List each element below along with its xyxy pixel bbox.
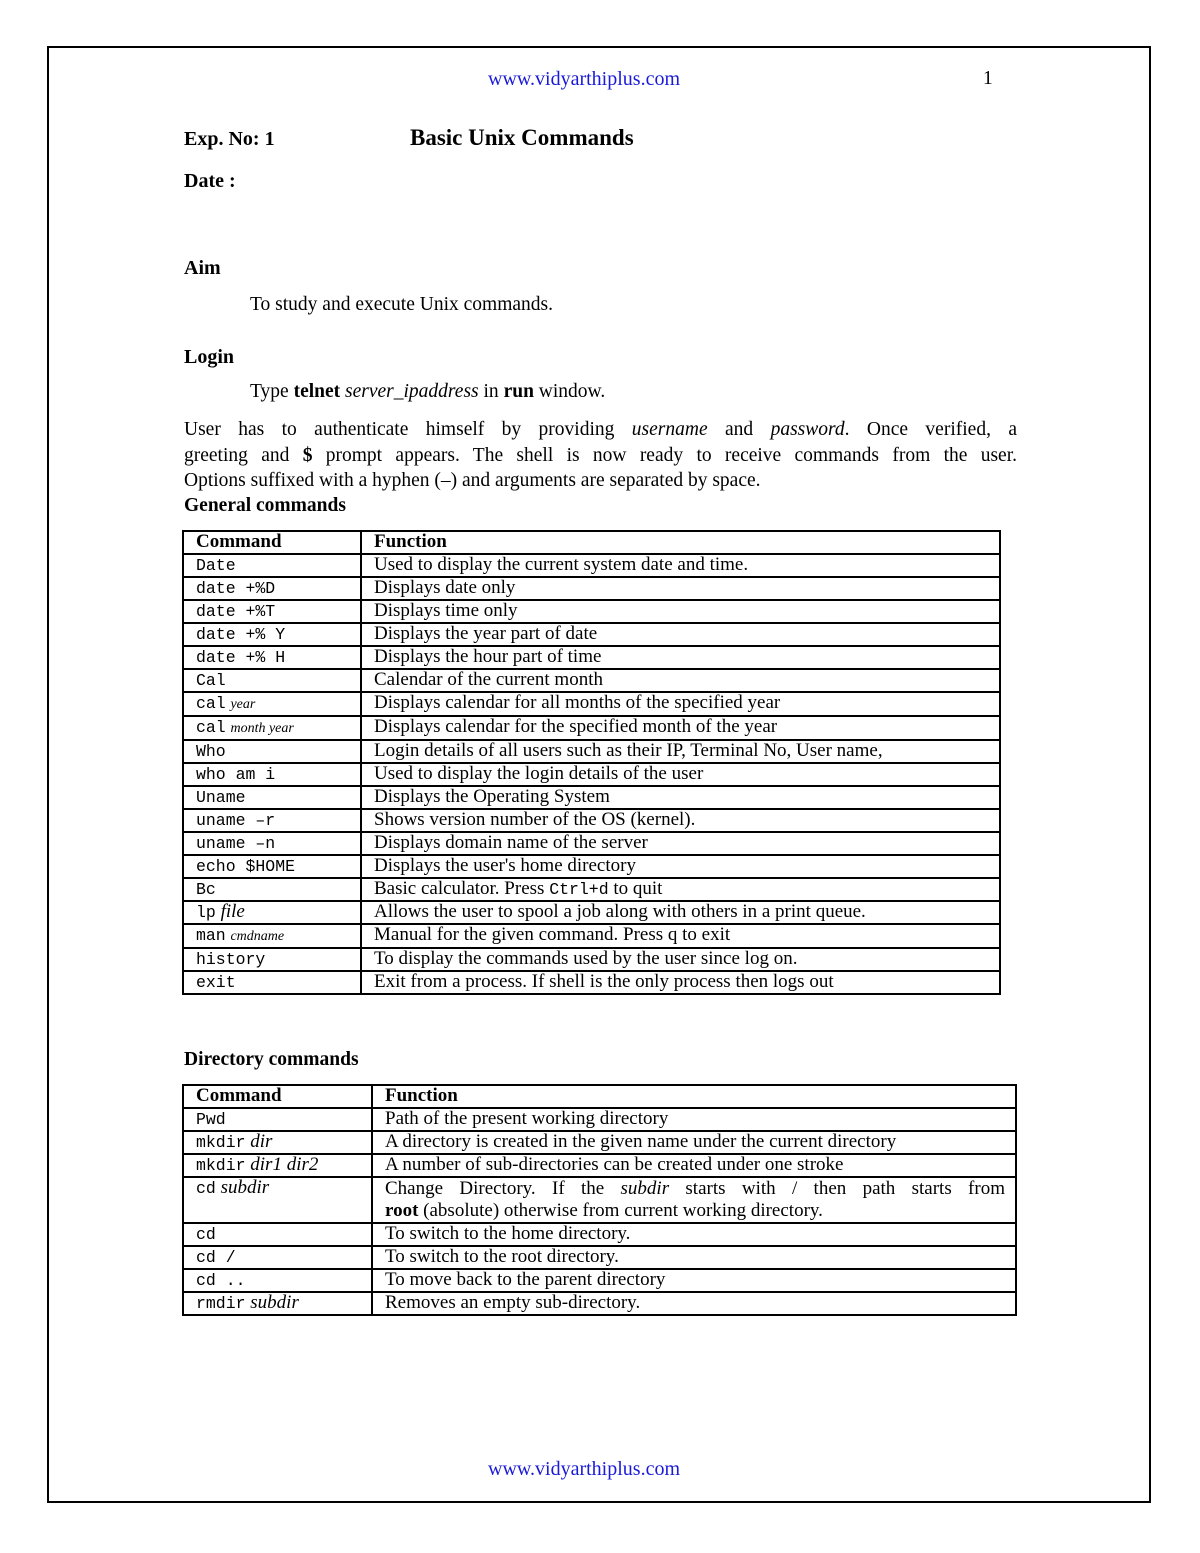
function-cell — [361, 809, 1000, 832]
command-text: uname –r — [196, 810, 276, 830]
command-text: exit — [196, 972, 236, 992]
function-text: A number of sub-directories can be created under one stroke — [385, 1153, 844, 1175]
function-cell — [361, 971, 1000, 994]
command-text: cal — [196, 693, 226, 713]
table-row — [183, 971, 1000, 994]
table-row — [183, 1108, 1016, 1131]
function-cell — [361, 786, 1000, 809]
aim-heading: Aim — [184, 257, 221, 279]
command-argument: subdir — [250, 1291, 299, 1313]
command-text: Uname — [196, 787, 246, 807]
page-title: Basic Unix Commands — [410, 125, 634, 150]
function-text: Displays domain name of the server — [374, 831, 648, 853]
page-number: 1 — [983, 68, 993, 89]
experiment-number: Exp. No: 1 — [184, 128, 275, 150]
function-text: Manual for the given command. Press q to exit — [374, 923, 731, 945]
directory-commands-heading: Directory commands — [184, 1049, 359, 1070]
header-site-link[interactable]: www.vidyarthiplus.com — [488, 68, 681, 90]
table-row — [183, 623, 1000, 646]
table-row — [183, 669, 1000, 692]
command-cell — [183, 692, 361, 716]
function-text: Used to display the login details of the user — [374, 762, 704, 784]
function-text: Exit from a process. If shell is the only process then logs out — [374, 970, 834, 992]
command-text: date +% H — [196, 647, 286, 667]
command-cell — [183, 669, 361, 692]
function-cell — [372, 1269, 1016, 1292]
function-text-italic: subdir — [620, 1177, 670, 1199]
command-argument: dir1 dir2 — [250, 1153, 319, 1175]
command-text: date +%D — [196, 578, 276, 598]
command-text: echo $HOME — [196, 856, 296, 876]
command-argument: file — [220, 900, 245, 922]
command-argument: subdir — [220, 1176, 270, 1198]
command-cell — [183, 600, 361, 623]
aim-text: To study and execute Unix commands. — [250, 294, 553, 315]
function-text: Allows the user to spool a job along with others in a print queue. — [374, 900, 866, 922]
function-key-combo: Ctrl+d — [549, 879, 609, 899]
command-cell — [183, 1269, 372, 1292]
table-row — [183, 554, 1000, 577]
function-cell — [361, 763, 1000, 786]
table-row — [183, 1154, 1016, 1177]
function-text: To switch to the root directory. — [385, 1245, 619, 1267]
function-text: To move back to the parent directory — [385, 1268, 666, 1290]
command-cell — [183, 1177, 372, 1223]
directory-commands-table — [182, 1084, 1017, 1316]
function-cell — [372, 1131, 1016, 1154]
command-cell — [183, 809, 361, 832]
command-text: who am i — [196, 764, 276, 784]
command-cell — [183, 1131, 372, 1154]
function-text: Calendar of the current month — [374, 668, 603, 690]
command-cell — [183, 554, 361, 577]
command-text: date +%T — [196, 601, 276, 621]
command-argument: cmdname — [230, 928, 285, 944]
command-text: mkdir — [196, 1155, 246, 1175]
function-cell — [372, 1108, 1016, 1131]
command-cell — [183, 786, 361, 809]
command-text: lp — [196, 902, 216, 922]
function-text: Change Directory. If the — [385, 1177, 621, 1199]
table-row — [183, 692, 1000, 716]
function-text: Displays the hour part of time — [374, 645, 602, 667]
table-row — [183, 763, 1000, 786]
table-row — [183, 740, 1000, 763]
function-text: Displays calendar for the specified month of the year — [374, 715, 778, 737]
command-cell — [183, 924, 361, 948]
function-cell — [361, 855, 1000, 878]
function-text: Displays calendar for all months of the specified year — [374, 691, 781, 713]
command-cell — [183, 901, 361, 924]
general-commands-heading: General commands — [184, 495, 346, 516]
function-text-line-2 — [385, 1200, 1005, 1222]
function-text: Shows version number of the OS (kernel). — [374, 808, 696, 830]
function-text: Login details of all users such as their IP, Terminal No, User name, — [374, 739, 883, 761]
command-text: history — [196, 949, 266, 969]
function-text-line-1 — [385, 1178, 1005, 1200]
function-cell — [361, 832, 1000, 855]
function-cell — [361, 948, 1000, 971]
command-cell — [183, 971, 361, 994]
function-cell — [372, 1154, 1016, 1177]
function-text: Basic calculator. Press — [374, 877, 550, 899]
column-header-command: Command — [183, 1085, 372, 1108]
function-text: To switch to the home directory. — [385, 1222, 631, 1244]
command-text: Date — [196, 555, 236, 575]
table-row — [183, 1292, 1016, 1315]
command-cell — [183, 740, 361, 763]
function-text: Displays the year part of date — [374, 622, 598, 644]
table-row — [183, 1246, 1016, 1269]
command-text: mkdir — [196, 1132, 246, 1152]
function-text: Displays the Operating System — [374, 785, 610, 807]
table-header-row — [183, 1085, 1016, 1108]
table-row — [183, 855, 1000, 878]
command-cell — [183, 948, 361, 971]
table-row — [183, 948, 1000, 971]
command-cell — [183, 763, 361, 786]
command-text: Bc — [196, 879, 216, 899]
table-row — [183, 901, 1000, 924]
login-paragraph-line-1: User has to authenticate himself by providing username and password. Once verified, a — [184, 419, 1017, 440]
command-text: uname –n — [196, 833, 276, 853]
command-text: date +% Y — [196, 624, 286, 644]
function-cell — [372, 1223, 1016, 1246]
command-argument: dir — [250, 1130, 273, 1152]
function-text: Removes an empty sub-directory. — [385, 1291, 641, 1313]
command-argument: year — [230, 696, 256, 712]
command-cell — [183, 1223, 372, 1246]
function-cell — [361, 924, 1000, 948]
function-cell — [361, 577, 1000, 600]
function-text: Displays the user's home directory — [374, 854, 636, 876]
login-paragraph — [184, 417, 1017, 494]
function-cell — [372, 1177, 1016, 1223]
function-cell — [361, 878, 1000, 901]
general-commands-table — [182, 530, 1001, 995]
column-header-function: Function — [372, 1085, 1016, 1108]
function-text: Used to display the current system date and time. — [374, 553, 749, 575]
command-cell — [183, 1246, 372, 1269]
column-header-function: Function — [361, 531, 1000, 554]
table-row — [183, 577, 1000, 600]
function-cell — [361, 692, 1000, 716]
function-text: Path of the present working directory — [385, 1107, 669, 1129]
login-instruction: Type telnet server_ipaddress in run window. — [250, 381, 606, 402]
function-text: To display the commands used by the user since log on. — [374, 947, 798, 969]
table-row — [183, 924, 1000, 948]
command-text: cal — [196, 717, 226, 737]
command-text: cd / — [196, 1247, 236, 1267]
command-cell — [183, 1154, 372, 1177]
function-text: A directory is created in the given name under the current directory — [385, 1130, 897, 1152]
function-text: (absolute) otherwise from current working directory. — [418, 1199, 823, 1221]
function-text: Displays date only — [374, 576, 516, 598]
table-row — [183, 716, 1000, 740]
function-cell — [361, 623, 1000, 646]
command-cell — [183, 1292, 372, 1315]
command-text: man — [196, 925, 226, 945]
command-cell — [183, 832, 361, 855]
column-header-command: Command — [183, 531, 361, 554]
command-cell — [183, 1108, 372, 1131]
function-text: to quit — [608, 877, 663, 899]
command-argument: month year — [230, 720, 294, 736]
function-cell — [361, 600, 1000, 623]
table-row — [183, 832, 1000, 855]
login-heading: Login — [184, 346, 235, 368]
table-row — [183, 646, 1000, 669]
command-cell — [183, 623, 361, 646]
function-text-bold: root — [385, 1199, 419, 1221]
function-text: starts with / then path starts from — [669, 1177, 1005, 1199]
command-cell — [183, 716, 361, 740]
command-text: Cal — [196, 670, 226, 690]
table-row — [183, 809, 1000, 832]
table-row — [183, 1131, 1016, 1154]
date-label: Date : — [184, 170, 236, 192]
function-cell — [361, 554, 1000, 577]
footer-site-link[interactable]: www.vidyarthiplus.com — [488, 1458, 681, 1480]
function-cell — [361, 901, 1000, 924]
table-row — [183, 878, 1000, 901]
table-header-row — [183, 531, 1000, 554]
login-paragraph-line-2: greeting and $ prompt appears. The shell is now ready to receive commands from the user. — [184, 444, 1017, 466]
table-row — [183, 1177, 1016, 1223]
table-row — [183, 1223, 1016, 1246]
function-cell — [372, 1246, 1016, 1269]
function-text: Displays time only — [374, 599, 518, 621]
command-cell — [183, 646, 361, 669]
login-paragraph-line-3: Options suffixed with a hyphen (–) and arguments are separated by space. — [184, 470, 761, 491]
function-cell — [372, 1292, 1016, 1315]
table-row — [183, 786, 1000, 809]
command-text: cd .. — [196, 1270, 246, 1290]
function-cell — [361, 646, 1000, 669]
command-cell — [183, 855, 361, 878]
function-cell — [361, 716, 1000, 740]
command-cell — [183, 878, 361, 901]
command-cell — [183, 577, 361, 600]
command-text: cd — [196, 1224, 216, 1244]
command-text: cd — [196, 1178, 216, 1198]
command-text: Who — [196, 741, 226, 761]
command-text: rmdir — [196, 1293, 246, 1313]
table-row — [183, 600, 1000, 623]
command-text: Pwd — [196, 1109, 226, 1129]
function-cell — [361, 669, 1000, 692]
table-row — [183, 1269, 1016, 1292]
function-cell — [361, 740, 1000, 763]
